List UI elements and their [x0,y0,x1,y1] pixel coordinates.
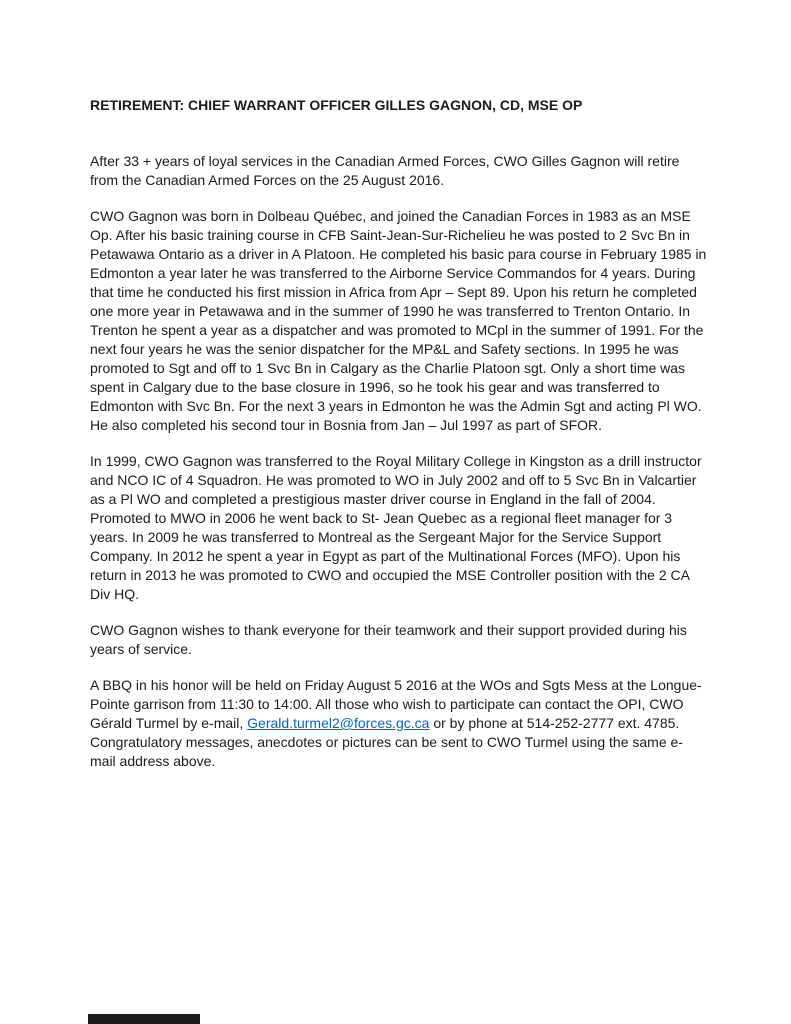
bbq-text-before-link: A BBQ in his honor will be held on Friday August 5 2016 at the WOs and Sgts Mess at the Longue-Pointe garrison from 11:30 to 14:00. All those who wish to participate can contact the OPI, CWO Gérald Turmel by e-mail, [90,677,702,731]
document-title: RETIREMENT: CHIEF WARRANT OFFICER GILLES GAGNON, CD, MSE OP [90,97,583,113]
paragraph-retirement-intro: After 33 + years of loyal services in the Canadian Armed Forces, CWO Gilles Gagnon will retire from the Canadian Armed Forces on the 25 August 2016. [90,153,680,188]
paragraph-bbq-invitation [90,676,708,771]
paragraph-early-career: CWO Gagnon was born in Dolbeau Québec, and joined the Canadian Forces in 1983 as an MSE Op. After his basic training course in CFB Saint-Jean-Sur-Richelieu he was posted to 2 Svc Bn in Petawawa Ontario as a driver in A Platoon. He completed his basic para course in February 1985 in Edmonton a year later he was transferred to the Airborne Service Commandos for 4 years. During that time he conducted his first mission in Africa from Apr – Sept 89. Upon his return he completed one more year in Petawawa and in the summer of 1990 he was transferred to Trenton Ontario. In Trenton he spent a year as a dispatcher and was promoted to MCpl in the summer of 1991. For the next four years he was the senior dispatcher for the MP&L and Safety sections. In 1995 he was promoted to Sgt and off to 1 Svc Bn in Calgary as the Charlie Platoon sgt. Only a short time was spent in Calgary due to the base closure in 1996, so he took his gear and was transferred to Edmonton with Svc Bn. For the next 3 years in Edmonton he was the Admin Sgt and acting Pl WO. He also completed his second tour in Bosnia from Jan – Jul 1997 as part of SFOR. [90,208,707,433]
email-link[interactable]: Gerald.turmel2@forces.gc.ca [247,715,430,731]
bbq-text-after-link: or by phone at 514-252-2777 ext. 4785. Congratulatory messages, anecdotes or pictures can be sent to CWO Turmel using the same e-mail address above. [90,715,683,769]
paragraph-late-career: In 1999, CWO Gagnon was transferred to the Royal Military College in Kingston as a drill instructor and NCO IC of 4 Squadron. He was promoted to WO in July 2002 and off to 5 Svc Bn in Valcartier as a Pl WO and completed a prestigious master driver course in England in the fall of 2004. Promoted to MWO in 2006 he went back to St- Jean Quebec as a regional fleet manager for 3 years. In 2009 he was transferred to Montreal as the Sergeant Major for the Service Support Company. In 2012 he spent a year in Egypt as part of the Multinational Forces (MFO). Upon his return in 2013 he was promoted to CWO and occupied the MSE Controller position with the 2 CA Div HQ. [90,453,702,602]
document-page [90,96,708,771]
paragraph-thanks: CWO Gagnon wishes to thank everyone for their teamwork and their support provided during his years of service. [90,622,687,657]
footer-bar [88,1014,200,1024]
